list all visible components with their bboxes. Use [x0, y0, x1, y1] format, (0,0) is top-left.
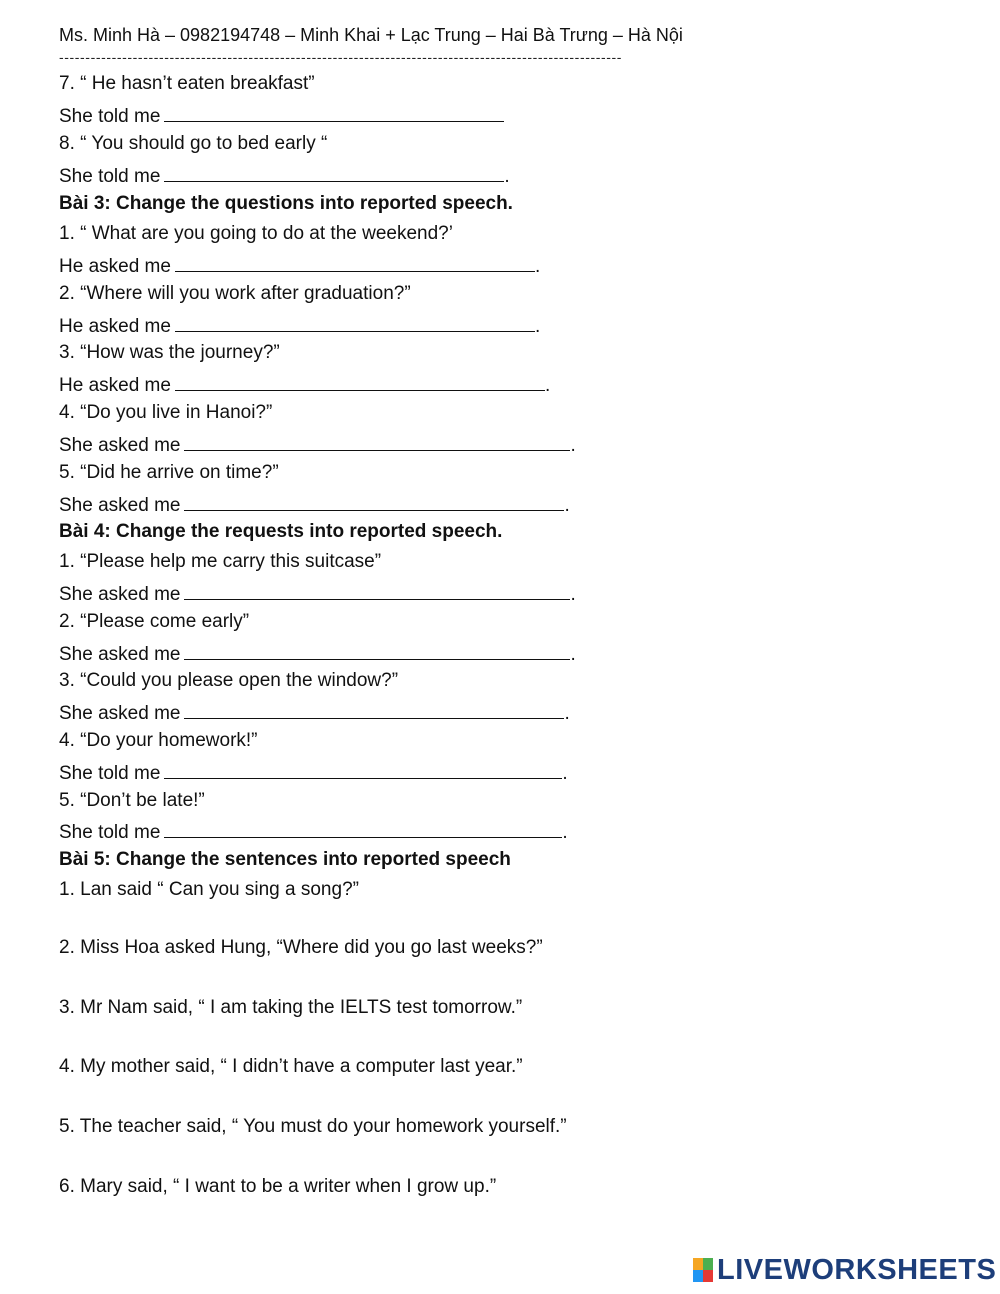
answer-prefix: She told me [59, 106, 161, 127]
end-mark: . [562, 763, 568, 784]
bai5-sentence-3: 3. Mr Nam said, “ I am taking the IELTS test tomorrow.” [59, 997, 523, 1018]
bai4-question-2: 2. “Please come early” [59, 611, 250, 632]
answer-prefix: He asked me [59, 256, 171, 277]
bai4-answer-line-4 [59, 759, 568, 786]
end-mark: . [570, 435, 576, 456]
bai4-answer-line-2 [59, 640, 576, 667]
end-mark: . [544, 375, 551, 396]
answer-prefix: She asked me [59, 495, 181, 516]
bai3-question-3: 3. “How was the journey?” [59, 342, 280, 363]
bai4-answer-blank-3[interactable] [184, 699, 564, 719]
section-title-bai4: Bài 4: Change the requests into reported speech. [59, 521, 503, 542]
bai4-answer-blank-5[interactable] [164, 818, 562, 838]
bai3-answer-blank-3[interactable] [175, 371, 545, 391]
answer-prefix: She asked me [59, 584, 181, 605]
bai3-answer-blank-5[interactable] [184, 491, 564, 511]
bai3-question-4: 4. “Do you live in Hanoi?” [59, 402, 273, 423]
bai4-answer-blank-4[interactable] [164, 759, 562, 779]
liveworksheets-logo-icon [693, 1258, 713, 1282]
bai3-question-2: 2. “Where will you work after graduation?” [59, 283, 411, 304]
bai3-answer-line-1 [59, 252, 540, 279]
end-mark: . [504, 166, 510, 187]
end-mark: . [562, 822, 568, 843]
answer-prefix: She told me [59, 166, 161, 187]
answer-blank-7[interactable] [164, 102, 504, 122]
question-7: 7. “ He hasn’t eaten breakfast” [59, 73, 315, 94]
question-8: 8. “ You should go to bed early “ [59, 133, 328, 154]
bai4-question-5: 5. “Don’t be late!” [59, 790, 205, 811]
bai4-answer-line-5 [59, 818, 568, 845]
bai4-answer-blank-2[interactable] [184, 640, 570, 660]
end-mark: . [564, 703, 570, 724]
answer-line-7 [59, 102, 504, 129]
bai3-answer-blank-4[interactable] [184, 431, 570, 451]
section-title-bai3: Bài 3: Change the questions into reported speech. [59, 193, 513, 214]
bai4-answer-line-3 [59, 699, 570, 726]
bai5-sentence-6: 6. Mary said, “ I want to be a writer when I grow up.” [59, 1176, 497, 1197]
end-mark: . [564, 495, 570, 516]
end-mark: . [534, 316, 541, 337]
liveworksheets-logo[interactable] [693, 1254, 996, 1286]
answer-prefix: She asked me [59, 703, 181, 724]
bai3-answer-line-4 [59, 431, 576, 458]
bai4-answer-line-1 [59, 580, 576, 607]
answer-blank-8[interactable] [164, 162, 504, 182]
end-mark: . [534, 256, 541, 277]
answer-line-8 [59, 162, 510, 189]
bai3-question-5: 5. “Did he arrive on time?” [59, 462, 279, 483]
bai5-sentence-2: 2. Miss Hoa asked Hung, “Where did you go last weeks?” [59, 937, 543, 958]
bai5-sentence-5: 5. The teacher said, “ You must do your homework yourself.” [59, 1116, 567, 1137]
bai3-answer-line-3 [59, 371, 550, 398]
teacher-header: Ms. Minh Hà – 0982194748 – Minh Khai + Lạc Trung – Hai Bà Trưng – Hà Nội [59, 25, 683, 45]
answer-prefix: He asked me [59, 375, 171, 396]
header-divider: ----------------------------------------------------------------------------------------------------------- [59, 49, 623, 65]
bai4-question-4: 4. “Do your homework!” [59, 730, 258, 751]
answer-prefix: She asked me [59, 435, 181, 456]
answer-prefix: She told me [59, 763, 161, 784]
bai5-sentence-4: 4. My mother said, “ I didn’t have a computer last year.” [59, 1056, 523, 1077]
end-mark: . [570, 584, 576, 605]
end-mark: . [570, 644, 576, 665]
answer-prefix: She asked me [59, 644, 181, 665]
bai4-question-1: 1. “Please help me carry this suitcase” [59, 551, 382, 572]
bai3-answer-blank-2[interactable] [175, 312, 535, 332]
bai3-answer-blank-1[interactable] [175, 252, 535, 272]
answer-prefix: She told me [59, 822, 161, 843]
section-title-bai5: Bài 5: Change the sentences into reported speech [59, 849, 511, 870]
bai5-sentence-1: 1. Lan said “ Can you sing a song?” [59, 879, 359, 900]
bai3-question-1: 1. “ What are you going to do at the weekend?’ [59, 223, 453, 244]
bai3-answer-line-5 [59, 491, 570, 518]
logo-text: LIVEWORKSHEETS [717, 1253, 997, 1286]
bai4-answer-blank-1[interactable] [184, 580, 570, 600]
bai4-question-3: 3. “Could you please open the window?” [59, 670, 399, 691]
answer-prefix: He asked me [59, 316, 171, 337]
bai3-answer-line-2 [59, 312, 540, 339]
